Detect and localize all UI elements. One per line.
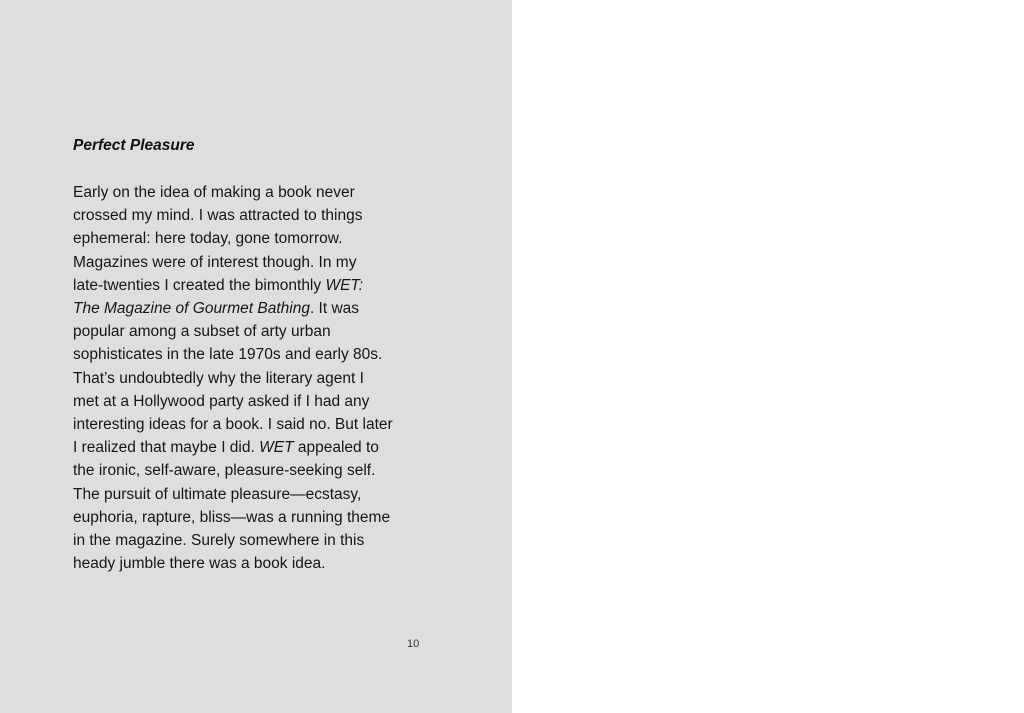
text-run: appealed to xyxy=(293,439,379,457)
body-line xyxy=(73,251,423,274)
body-line xyxy=(73,413,423,436)
body-line xyxy=(73,552,423,575)
body-line xyxy=(73,367,423,390)
text-run: ephemeral: here today, gone tomorrow. xyxy=(73,230,343,248)
body-line xyxy=(73,436,423,459)
italic-text: WET: xyxy=(325,276,364,294)
text-run: The pursuit of ultimate pleasure—ecstasy, xyxy=(73,485,362,503)
text-run: in the magazine. Surely somewhere in this xyxy=(73,532,365,550)
text-run: the ironic, self-aware, pleasure-seeking self. xyxy=(73,462,376,480)
italic-text: The Magazine of Gourmet Bathing xyxy=(73,300,310,318)
italic-text: WET xyxy=(259,439,294,457)
body-line xyxy=(73,297,423,320)
body-line xyxy=(73,506,423,529)
text-run: euphoria, rapture, bliss—was a running theme xyxy=(73,508,391,526)
text-run: crossed my mind. I was attracted to things xyxy=(73,207,363,225)
page-number: 10 xyxy=(407,638,420,650)
body-line xyxy=(73,274,423,297)
text-run: I realized that maybe I did. xyxy=(73,439,260,457)
text-run: That’s undoubtedly why the literary agent I xyxy=(73,369,364,387)
body-line xyxy=(73,459,423,482)
body-line xyxy=(73,390,423,413)
body-text xyxy=(73,181,423,575)
text-run: popular among a subset of arty urban xyxy=(73,323,331,341)
right-page xyxy=(512,0,1024,713)
text-run: met at a Hollywood party asked if I had any xyxy=(73,392,370,410)
text-run: interesting ideas for a book. I said no. But later xyxy=(73,416,393,434)
text-run: late-twenties I created the bimonthly xyxy=(73,276,326,294)
text-run: Early on the idea of making a book never xyxy=(73,184,355,201)
body-line xyxy=(73,204,423,227)
body-line xyxy=(73,320,423,343)
text-run: heady jumble there was a book idea. xyxy=(73,555,326,573)
body-line xyxy=(73,227,423,250)
text-run: Magazines were of interest though. In my xyxy=(73,253,357,271)
section-title: Perfect Pleasure xyxy=(73,137,195,154)
text-run: . It was xyxy=(309,300,360,318)
body-line xyxy=(73,529,423,552)
text-run: sophisticates in the late 1970s and early 80s. xyxy=(73,346,383,364)
body-line xyxy=(73,483,423,506)
body-line xyxy=(73,181,423,204)
body-line xyxy=(73,343,423,366)
